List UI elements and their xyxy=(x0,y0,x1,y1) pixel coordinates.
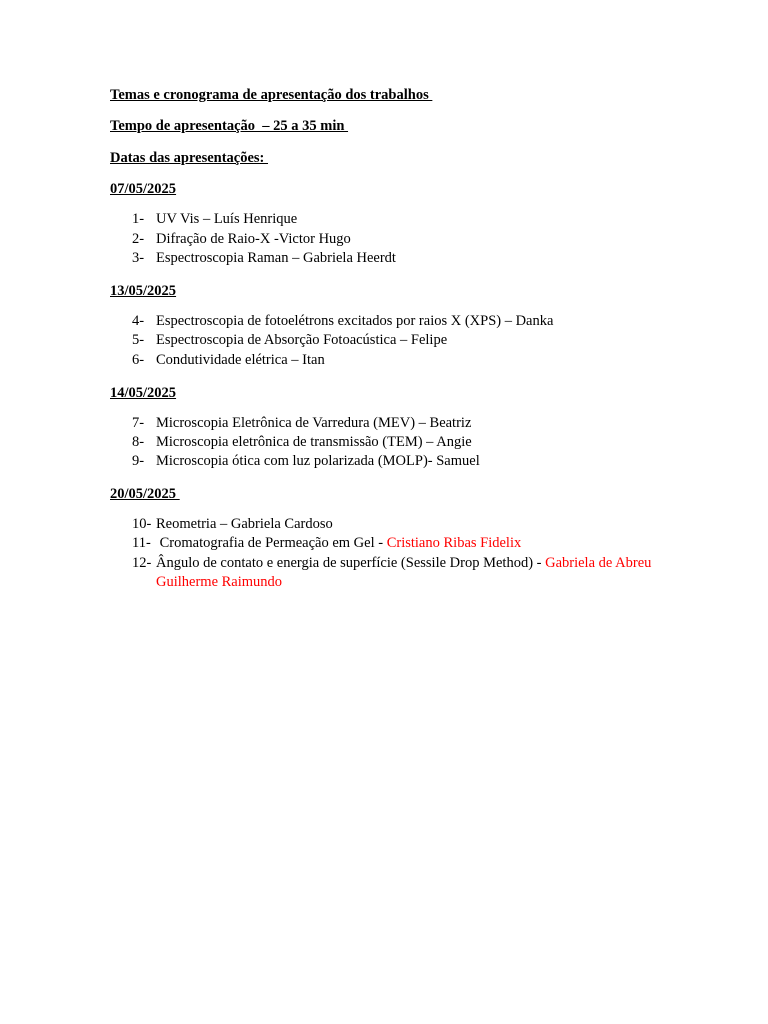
item-text: Microscopia ótica com luz polarizada (MOLP)- Samuel xyxy=(156,453,480,469)
item-text: Cromatografia de Permeação em Gel - xyxy=(156,535,387,551)
item-number: 6- xyxy=(132,352,145,368)
section-date-4: 20/05/2025 xyxy=(110,486,180,502)
list-item-7 xyxy=(132,414,471,433)
section-date-3: 14/05/2025 xyxy=(110,385,177,401)
item-number: 11- xyxy=(132,535,151,551)
list-item-1 xyxy=(132,210,297,229)
item-text: Microscopia Eletrônica de Varredura (MEV) – Beatriz xyxy=(156,415,472,431)
list-item-2 xyxy=(132,230,351,249)
list-item-10 xyxy=(132,515,333,534)
item-text: Reometria – Gabriela Cardoso xyxy=(156,516,333,532)
item-text: Difração de Raio-X -Victor Hugo xyxy=(156,231,351,247)
item-text: Condutividade elétrica – Itan xyxy=(156,352,325,368)
item-text: UV Vis – Luís Henrique xyxy=(156,211,298,227)
section-date-2: 13/05/2025 xyxy=(110,283,177,299)
item-number: 2- xyxy=(132,231,145,247)
list-item-6 xyxy=(132,351,325,370)
item-text: Ângulo de contato e energia de superfície (Sessile Drop Method) - xyxy=(156,555,546,571)
item-highlight-name: Cristiano Ribas Fidelix xyxy=(386,535,522,551)
presentation-time: Tempo de apresentação – 25 a 35 min xyxy=(110,118,349,134)
list-item-11 xyxy=(132,534,521,553)
item-text: Espectroscopia de fotoelétrons excitados por raios X (XPS) – Danka xyxy=(156,313,554,329)
item-number: 1- xyxy=(132,211,145,227)
item-text: Espectroscopia Raman – Gabriela Heerdt xyxy=(156,250,396,266)
item-number: 7- xyxy=(132,415,145,431)
list-item-12 xyxy=(132,554,652,592)
list-item-4 xyxy=(132,312,553,331)
dates-heading: Datas das apresentações: xyxy=(110,150,269,166)
list-item-8 xyxy=(132,433,472,452)
section-date-1: 07/05/2025 xyxy=(110,181,177,197)
list-item-5 xyxy=(132,331,447,350)
item-number: 10- xyxy=(132,516,152,532)
item-text: Microscopia eletrônica de transmissão (TEM) – Angie xyxy=(156,434,472,450)
document-title: Temas e cronograma de apresentação dos trabalhos xyxy=(110,87,433,103)
item-number: 5- xyxy=(132,332,145,348)
item-body xyxy=(156,554,652,592)
item-text: Espectroscopia de Absorção Fotoacústica – Felipe xyxy=(156,332,448,348)
item-number: 3- xyxy=(132,250,145,266)
item-number: 4- xyxy=(132,313,145,329)
list-item-3 xyxy=(132,249,396,268)
item-number: 8- xyxy=(132,434,145,450)
item-highlight-name: Gabriela de Abreu Guilherme Raimundo xyxy=(156,555,652,590)
list-item-9 xyxy=(132,452,480,471)
item-number: 9- xyxy=(132,453,145,469)
item-number: 12- xyxy=(132,555,152,571)
